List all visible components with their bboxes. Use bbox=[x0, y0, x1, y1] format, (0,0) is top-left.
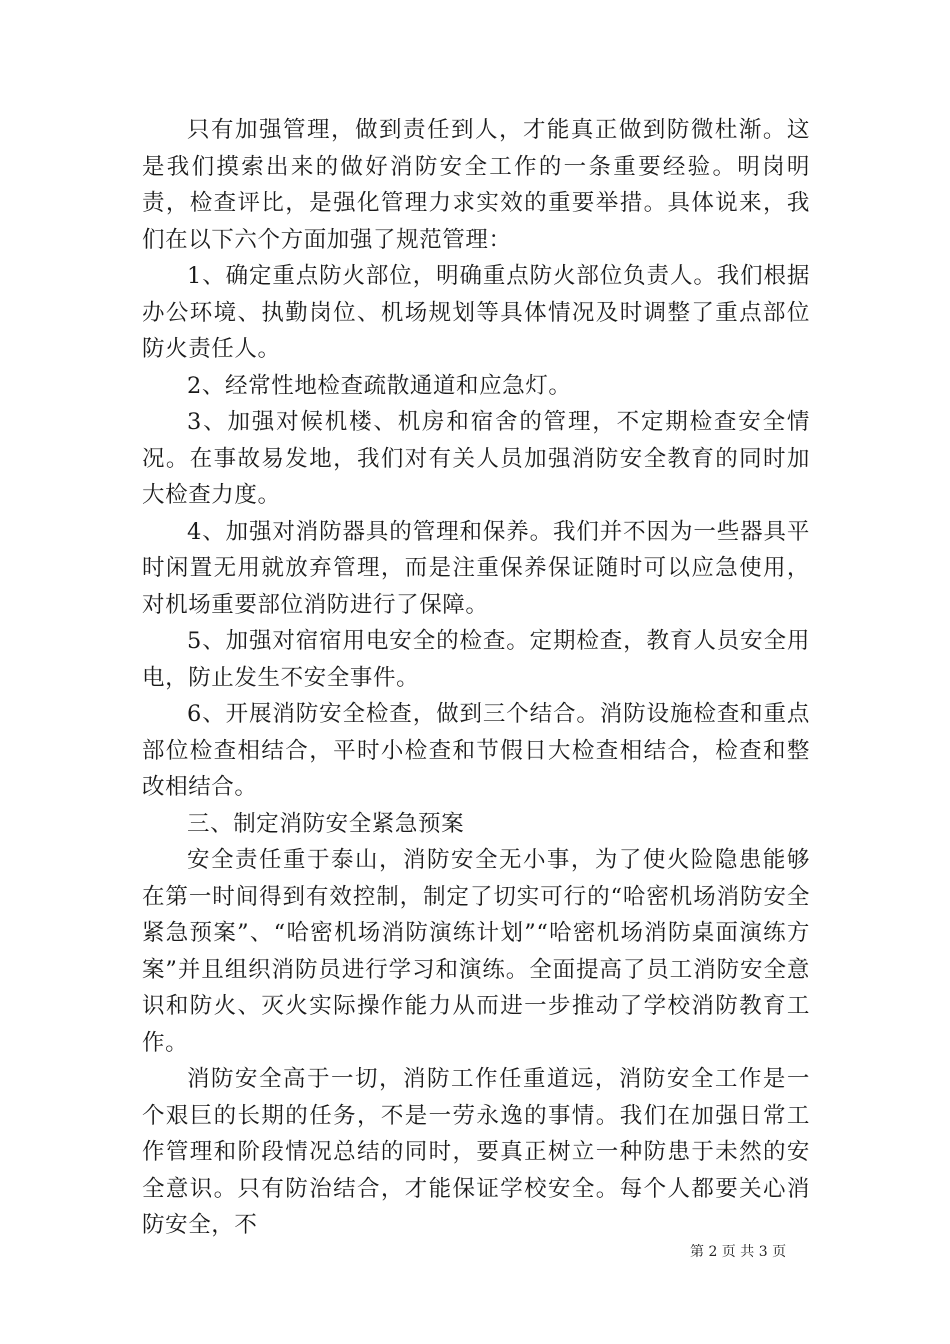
paragraph-item-5: 5、加强对宿宿用电安全的检查。定期检查，教育人员安全用电，防止发生不安全事件。 bbox=[142, 628, 810, 691]
paragraph-item-1: 1、确定重点防火部位，明确重点防火部位负责人。我们根据办公环境、执勤岗位、机场规划等具体情况及时调整了重点部位防火责任人。 bbox=[142, 263, 810, 362]
paragraph-item-6: 6、开展消防安全检查，做到三个结合。消防设施检查和重点部位检查相结合，平时小检查和节假日大检查相结合，检查和整改相结合。 bbox=[142, 701, 810, 800]
paragraph-item-4: 4、加强对消防器具的管理和保养。我们并不因为一些器具平时闲置无用就放弃管理，而是注重保养保证随时可以应急使用，对机场重要部位消防进行了保障。 bbox=[142, 518, 810, 618]
paragraph-intro: 只有加强管理，做到责任到人，才能真正做到防微杜渐。这是我们摸索出来的做好消防安全工作的一条重要经验。明岗明责，检查评比，是强化管理力求实效的重要举措。具体说来，我们在以下六个方面加强了规范管理： bbox=[142, 117, 810, 253]
paragraph-emergency-plan: 安全责任重于泰山，消防安全无小事，为了使火险隐患能够在第一时间得到有效控制，制定了切实可行的“哈密机场消防安全紧急预案”、“哈密机场消防演练计划”“哈密机场消防桌面演练方案”并且组织消防员进行学习和演练。全面提高了员工消防安全意识和防火、灭火实际操作能力从而进一步推动了学校消防教育工作。 bbox=[142, 847, 810, 1056]
section-heading-3: 三、制定消防安全紧急预案 bbox=[187, 810, 465, 837]
paragraph-item-3: 3、加强对候机楼、机房和宿舍的管理，不定期检查安全情况。在事故易发地，我们对有关人员加强消防安全教育的同时加大检查力度。 bbox=[142, 409, 810, 508]
document-body bbox=[142, 112, 810, 1244]
paragraph-conclusion: 消防安全高于一切，消防工作任重道远，消防安全工作是一个艰巨的长期的任务，不是一劳永逸的事情。我们在加强日常工作管理和阶段情况总结的同时，要真正树立一种防患于未然的安全意识。只有防治结合，才能保证学校安全。每个人都要关心消防安全，不 bbox=[142, 1066, 810, 1238]
paragraph-item-2: 2、经常性地检查疏散通道和应急灯。 bbox=[187, 372, 572, 399]
page-number-footer: 第 2 页 共 3 页 bbox=[690, 1244, 787, 1260]
